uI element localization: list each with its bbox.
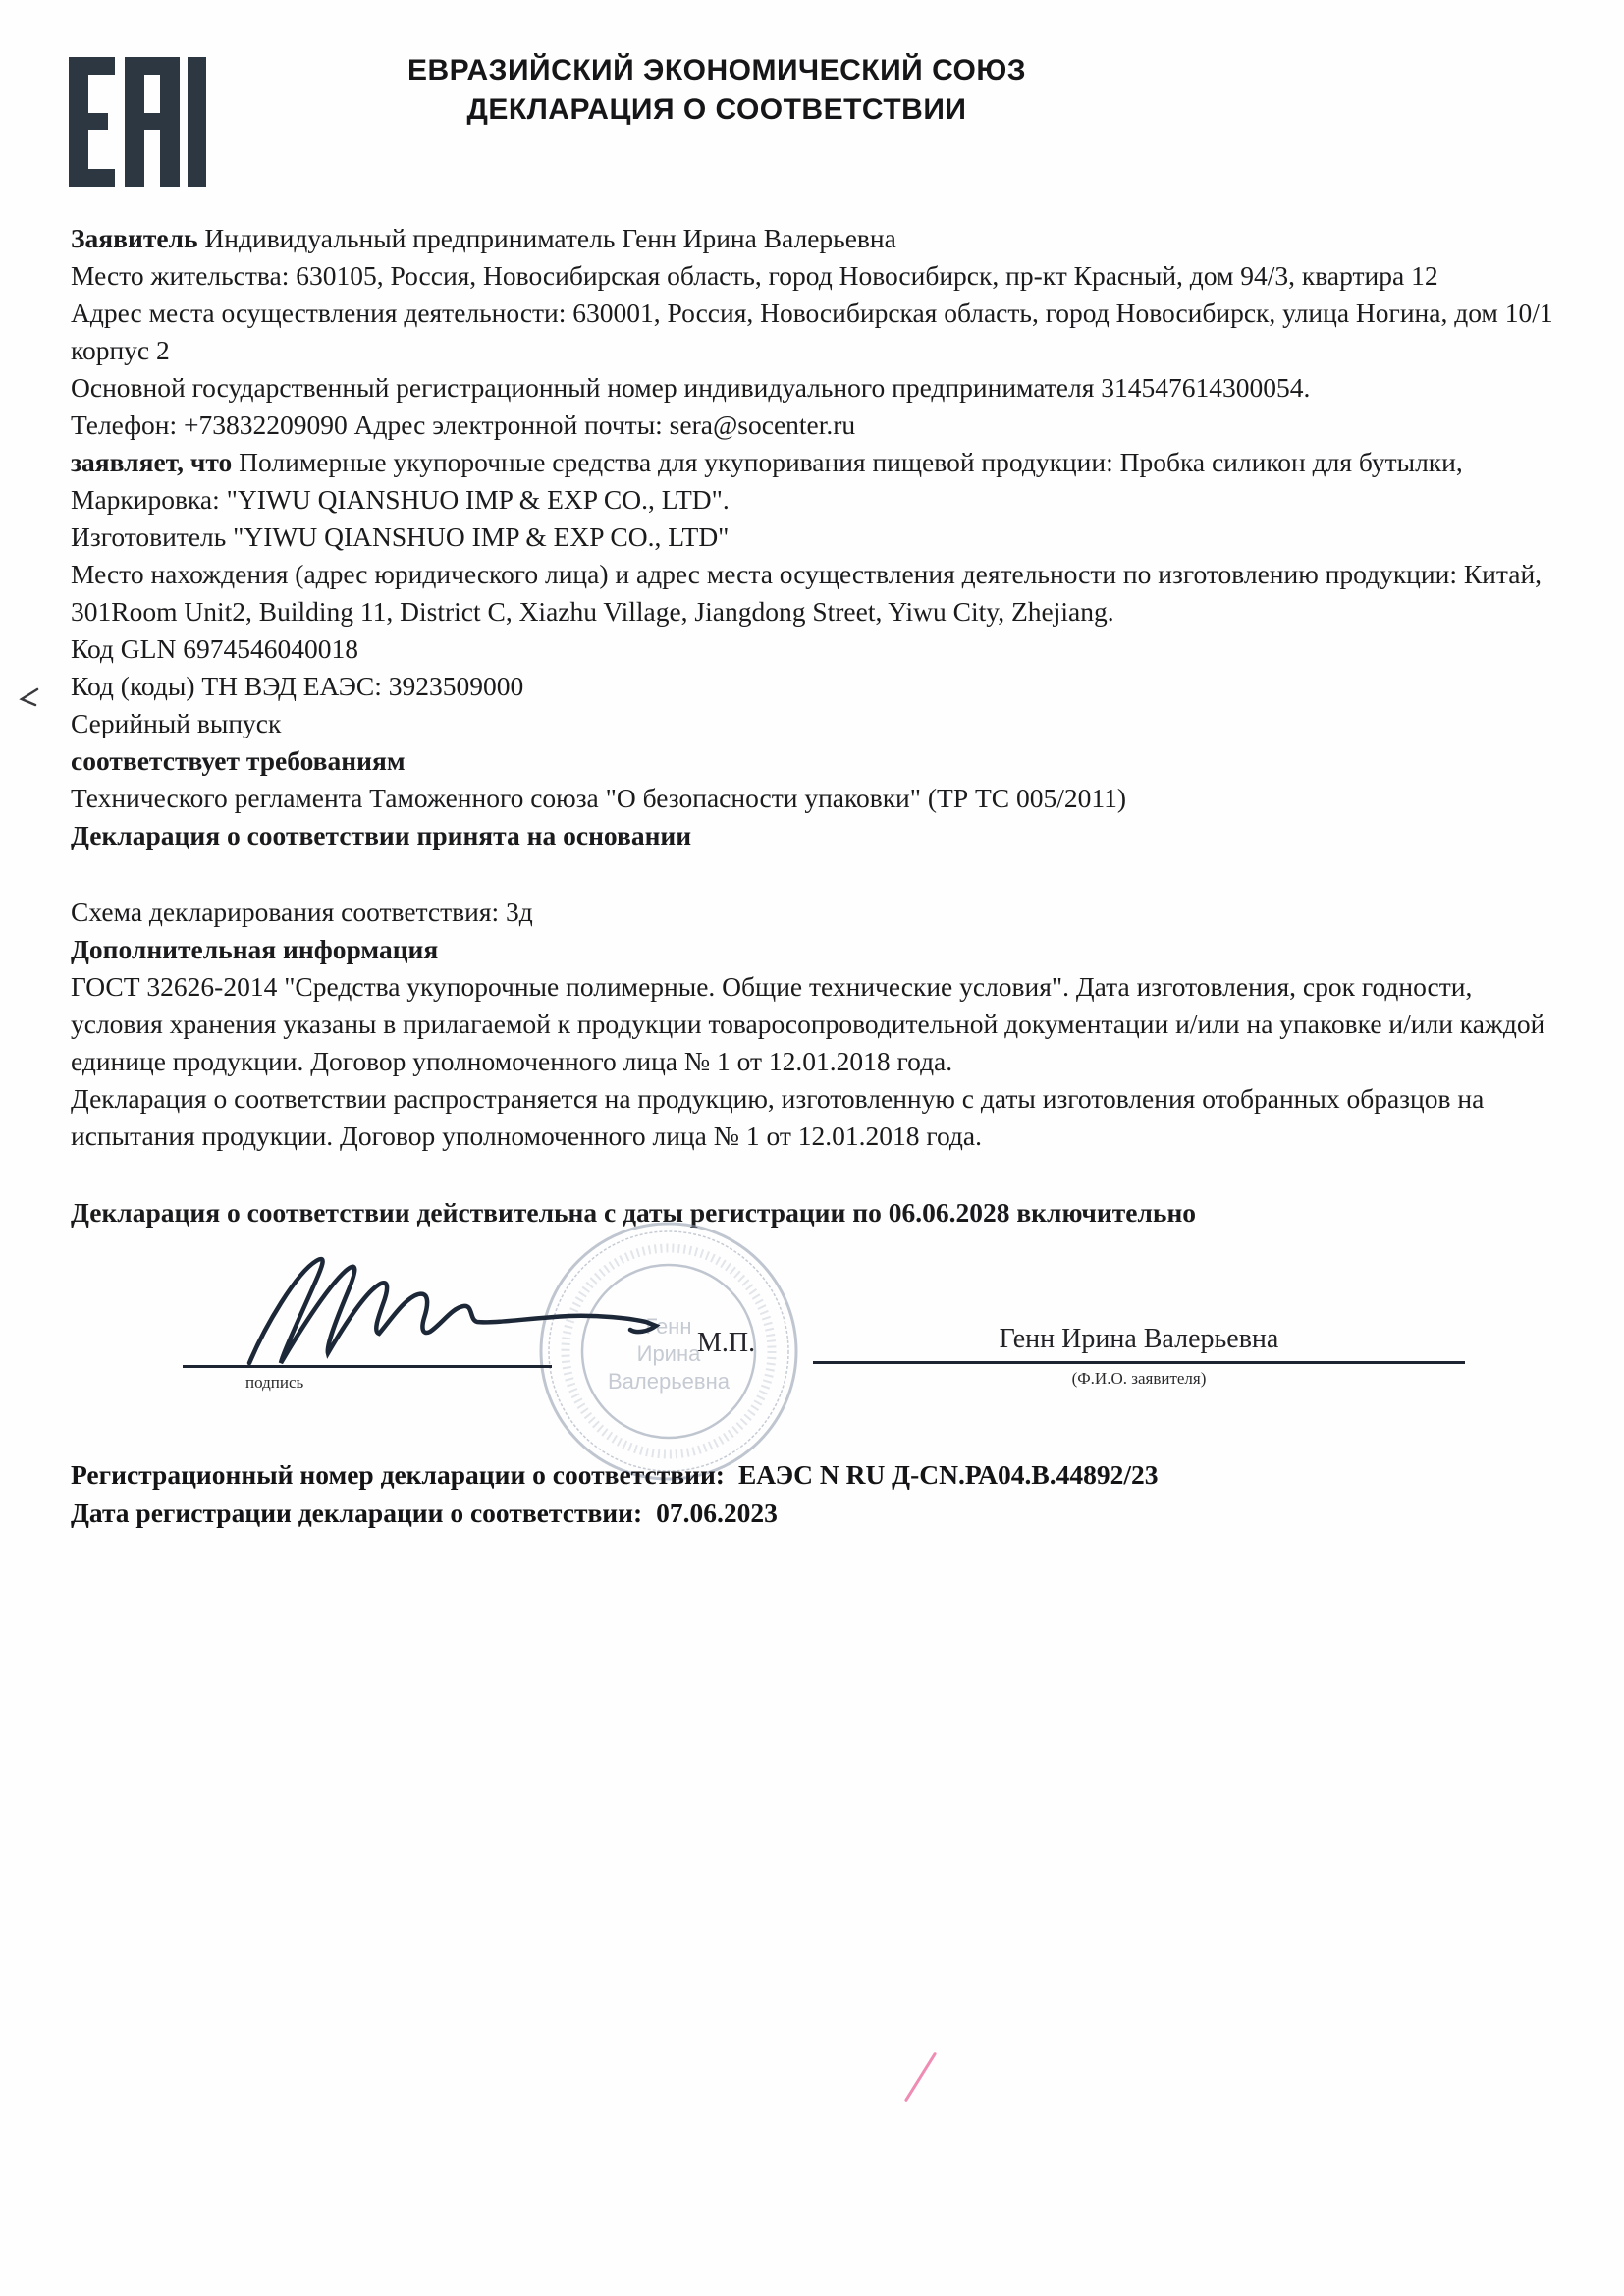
- body-paragraph: Основной государственный регистрационный номер индивидуального предпринимателя 314547614300054.: [71, 372, 1311, 403]
- signature-caption: подпись: [245, 1373, 304, 1392]
- body-paragraph: ГОСТ 32626-2014 "Средства укупорочные полимерные. Общие технические условия". Дата изготовления, срок годности, условия хранения указаны в прилагаемой к продукции товаросопроводительной документации и/или на упаковке и/или каждой единице продукции. Договор уполномоченного лица № 1 от 12.01.2018 года.: [71, 971, 1545, 1076]
- seal-place-label: М.П.: [697, 1328, 756, 1358]
- body-paragraph: Код (коды) ТН ВЭД ЕАЭС: 3923509000: [71, 671, 524, 701]
- body-paragraph: Дополнительная информация: [71, 934, 439, 964]
- pink-pen-mark: [904, 2052, 937, 2103]
- body-paragraph: Адрес места осуществления деятельности: 630001, Россия, Новосибирская область, город Новосибирск, улица Ногина, дом 10/1 корпус 2: [71, 298, 1553, 365]
- registration-number-label: Регистрационный номер декларации о соответствии:: [71, 1459, 725, 1490]
- body-paragraph: Декларация о соответствии распространяется на продукцию, изготовленную с даты изготовления отобранных образцов на испытания продукции. Договор уполномоченного лица № 1 от 12.01.2018 года.: [71, 1083, 1485, 1151]
- body-paragraph: Схема декларирования соответствия: 3д: [71, 897, 533, 927]
- union-title: ЕВРАЗИЙСКИЙ ЭКОНОМИЧЕСКИЙ СОЮЗ: [406, 54, 1027, 86]
- document-header: [0, 51, 1434, 130]
- registration-number-value: ЕАЭС N RU Д-CN.РА04.В.44892/23: [737, 1459, 1159, 1490]
- stamp-name-line1: Генн: [645, 1314, 692, 1339]
- signature-area: [0, 1208, 1624, 1493]
- signature-line: [183, 1365, 552, 1368]
- registration-number-row: [71, 1455, 1555, 1494]
- registration-date-row: [71, 1494, 1555, 1532]
- scan-artifact-mark: [14, 685, 43, 717]
- applicant-name-line: [813, 1361, 1465, 1364]
- registration-date-value: 07.06.2023: [656, 1498, 778, 1528]
- body-paragraph: заявляет, что Полимерные укупорочные средства для укупоривания пищевой продукции: Пробка силикон для бутылки, Маркировка: "YIWU QIANSHUO IMP & EXP CO., LTD".: [71, 447, 1463, 515]
- body-text: [71, 220, 1555, 1231]
- body-paragraph: Технического регламента Таможенного союза "О безопасности упаковки" (ТР ТС 005/2011): [71, 783, 1127, 813]
- body-paragraph: Телефон: +73832209090 Адрес электронной почты: sera@socenter.ru: [71, 410, 856, 440]
- stamp-name-line3: Валерьевна: [608, 1369, 730, 1394]
- body-paragraph: Декларация о соответствии действительна с даты регистрации по 06.06.2028 включительно: [71, 1197, 1197, 1228]
- applicant-name: Генн Ирина Валерьевна: [999, 1324, 1279, 1354]
- body-paragraph: Декларация о соответствии принята на основании: [71, 820, 692, 850]
- document-title: ДЕКЛАРАЦИЯ О СООТВЕТСТВИИ: [466, 93, 967, 126]
- registration-date-label: Дата регистрации декларации о соответствии:: [71, 1498, 643, 1528]
- body-paragraph: Код GLN 6974546040018: [71, 633, 358, 664]
- applicant-name-caption: (Ф.И.О. заявителя): [1071, 1369, 1207, 1388]
- body-paragraph: Изготовитель "YIWU QIANSHUO IMP & EXP CO., LTD": [71, 521, 730, 552]
- body-paragraph: Место нахождения (адрес юридического лица) и адрес места осуществления деятельности по изготовлению продукции: Китай, 301Room Unit2, Building 11, District C, Xiazhu Village, Jiangdong Street, Yiwu City, Zhejiang.: [71, 559, 1543, 627]
- registration-block: [71, 1455, 1555, 1532]
- body-paragraph: соответствует требованиям: [71, 745, 406, 776]
- signature-ink: [236, 1237, 668, 1385]
- body-paragraph: Место жительства: 630105, Россия, Новосибирская область, город Новосибирск, пр-кт Красный, дом 94/3, квартира 12: [71, 260, 1438, 291]
- body-paragraph: Заявитель Индивидуальный предприниматель Генн Ирина Валерьевна: [71, 223, 896, 253]
- stamp-name-line2: Ирина: [636, 1341, 701, 1366]
- body-paragraph: Серийный выпуск: [71, 708, 282, 738]
